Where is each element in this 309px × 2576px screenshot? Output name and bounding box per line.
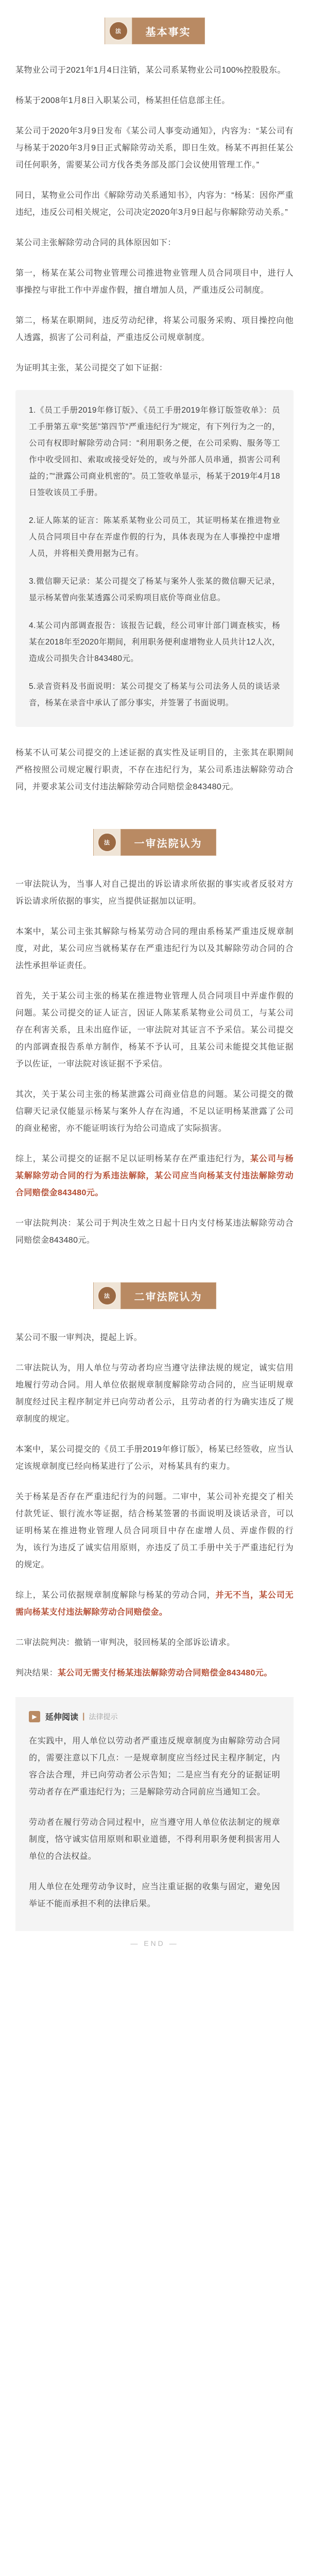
paragraph: 杨某不认可某公司提交的上述证据的真实性及证明目的，主张其在职期间严格按照公司规定履行职责，不存在违纪行为，某公司系违法解除劳动合同，并要求某公司支付违法解除劳动合同赔偿金843480元。 bbox=[15, 749, 294, 791]
paragraph: 关于杨某是否存在严重违纪行为的问题。二审中，某公司补充提交了相关付款凭证、银行流水等证据，结合杨某签署的书面说明及谈话录音，可以证明杨某在推进物业管理人员合同项目中存在虚增人员、弄虚作假的行为，该行为违反了诚实信用原则，亦违反了员工手册中关于严重违纪行为的规定。 bbox=[15, 1493, 294, 1569]
section-title: 基本事实 bbox=[145, 26, 191, 38]
paragraph: 同日，某物业公司作出《解除劳动关系通知书》，内容为：“杨某：因你严重违纪，违反公司相关规定，公司决定2020年3月9日起与你解除劳动关系。” bbox=[15, 191, 294, 217]
divider: | bbox=[82, 1711, 85, 1721]
paragraph: 某公司于2020年3月9日发布《某公司人事变动通知》，内容为：“某公司有与杨某于2020年3月9日正式解除劳动关系，即日生效。杨某不再担任某公司任何职务，需要某公司方伐各类务部及部门会议使用管理工作。” bbox=[15, 127, 294, 170]
text: 综上，某公司提交的证据不足以证明杨某存在严重违纪行为， bbox=[15, 1155, 251, 1163]
extended-reading-box bbox=[15, 1697, 294, 1931]
paragraph: 某公司主张解除劳动合同的具体原因如下： bbox=[15, 239, 176, 247]
evidence-item: 5.录音资料及书面说明：某公司提交了杨某与公司法务人员的谈话录音，杨某在录音中承认了部分事实，并签署了书面说明。 bbox=[29, 682, 280, 707]
reading-header bbox=[29, 1710, 280, 1722]
facts-content bbox=[0, 62, 309, 795]
paragraph bbox=[15, 1665, 294, 1682]
section-header-facts bbox=[0, 0, 309, 62]
text: 判决结果： bbox=[15, 1669, 58, 1677]
paragraph: 一审法院判决：某公司于判决生效之日起十日内支付杨某违法解除劳动合同赔偿金843480元。 bbox=[15, 1219, 294, 1245]
gavel-emblem-icon bbox=[94, 829, 121, 856]
highlight-text: 并无不当，某公司无需向杨某支付违法解除劳动合同赔偿金。 bbox=[15, 1591, 294, 1617]
paragraph: 杨某于2008年1月8日入职某公司，杨某担任信息部主任。 bbox=[15, 96, 230, 105]
reading-title: 延伸阅读 bbox=[45, 1713, 79, 1722]
paragraph: 二审法院判决：撤销一审判决，驳回杨某的全部诉讼请求。 bbox=[15, 1638, 235, 1647]
section-header-ruling bbox=[0, 809, 309, 876]
paragraph: 首先，关于某公司主张的杨某在推进物业管理人员合同项目中弄虚作假的问题。某公司提交的证人证言，因证人陈某系某物业公司员工，与某公司存在利害关系，且未出庭作证，一审法院对其证言不予采信。某公司提交的内部调查报告系单方制作，杨某不予认可，且某公司未能提交其他证据予以佐证，一审法院对该证据不予采信。 bbox=[15, 992, 294, 1069]
appeal-content bbox=[0, 1329, 309, 1960]
end-mark: — END — bbox=[130, 1939, 179, 1947]
paragraph: 第一，杨某在某公司物业管理公司推进物业管理人员合同项目中，进行人事操控与审批工作中弄虚作假，擅自增加人员，严重违反公司制度。 bbox=[15, 269, 294, 295]
section-header-appeal bbox=[0, 1262, 309, 1329]
section-banner bbox=[105, 18, 205, 44]
text: 综上，某公司依据规章制度解除与杨某的劳动合同， bbox=[15, 1591, 216, 1600]
paragraph: 本案中，某公司提交的《员工手册2019年修订版》，杨某已经签收，应当认定该规章制度已经向杨某进行了公示，对杨某具有约束力。 bbox=[15, 1445, 294, 1471]
paragraph bbox=[15, 1587, 294, 1621]
paragraph: 二审法院认为，用人单位与劳动者均应当遵守法律法规的规定，诚实信用地履行劳动合同。用人单位依据规章制度解除劳动合同的，应当证明规章制度经过民主程序制定并已向劳动者公示，且劳动者的行为确实违反了规章制度的规定。 bbox=[15, 1364, 294, 1423]
highlight-text: 某公司与杨某解除劳动合同的行为系违法解除，某公司应当向杨某支付违法解除劳动合同赔偿金843480元。 bbox=[15, 1155, 294, 1197]
section-title: 一审法院认为 bbox=[134, 838, 202, 850]
paragraph: 其次，关于某公司主张的杨某泄露公司商业信息的问题。某公司提交的微信聊天记录仅能显示杨某与案外人存在沟通，不足以证明杨某泄露了公司的商业秘密，亦不能证明该行为给公司造成了实际损害。 bbox=[15, 1090, 294, 1133]
paragraph: 劳动者在履行劳动合同过程中，应当遵守用人单位依法制定的规章制度，恪守诚实信用原则和职业道德，不得利用职务便利损害用人单位的合法权益。 bbox=[29, 1818, 280, 1861]
gavel-emblem-icon bbox=[94, 1282, 121, 1309]
reading-subtitle: 法律提示 bbox=[89, 1712, 118, 1721]
emblem-seal: 法 bbox=[97, 833, 117, 852]
gavel-emblem-icon bbox=[105, 18, 132, 44]
evidence-item: 2.证人陈某的证言：陈某系某物业公司员工，其证明杨某在推进物业人员合同项目中存在弄虚作假的行为，具体表现为在人事操控中虚增人员，并将相关费用据为己有。 bbox=[29, 516, 280, 558]
emblem-seal: 法 bbox=[97, 1286, 117, 1306]
section-banner bbox=[93, 829, 216, 856]
evidence-item: 1.《员工手册2019年修订版》、《员工手册2019年修订版签收单》：员工手册第五章“奖惩”第四节“严重违纪行为”规定，有下列行为之一的，公司有权即时解除劳动合同：“利用职务之便，在公司采购、服务等工作中收受回扣、索取或接受好处的，或与外部人员串通，损害公司利益的；”“泄露公司商业机密的”。员工签收单显示，杨某于2019年4月18日签收该员工手册。 bbox=[29, 406, 280, 497]
section-banner bbox=[93, 1282, 216, 1309]
paragraph: 一审法院认为，当事人对自己提出的诉讼请求所依据的事实或者反驳对方诉讼请求所依据的事实，应当提供证据加以证明。 bbox=[15, 880, 294, 906]
arrow-right-icon: ▶ bbox=[29, 1711, 40, 1722]
paragraph: 在实践中，用人单位以劳动者严重违反规章制度为由解除劳动合同的，需要注意以下几点：一是规章制度应当经过民主程序制定，内容合法合理，并已向劳动者公示告知；二是应当有充分的证据证明劳动者存在严重违纪行为；三是解除劳动合同前应当通知工会。 bbox=[29, 1737, 280, 1797]
paragraph: 某物业公司于2021年1月4日注销，某公司系某物业公司100%控股股东。 bbox=[15, 66, 286, 75]
ruling-content bbox=[0, 876, 309, 1249]
paragraph: 某公司不服一审判决，提起上诉。 bbox=[15, 1333, 143, 1342]
evidence-item: 4.某公司内部调查报告：该报告记载，经公司审计部门调查核实，杨某在2018年至2020年期间，利用职务便利虚增物业人员共计12人次，造成公司损失合计843480元。 bbox=[29, 621, 280, 663]
highlight-text: 某公司无需支付杨某违法解除劳动合同赔偿金843480元。 bbox=[58, 1669, 272, 1677]
paragraph: 第二，杨某在职期间，违反劳动纪律，将某公司服务采购、项目操控向他人透露，损害了公司利益，严重违反公司规章制度。 bbox=[15, 316, 294, 342]
paragraph: 本案中，某公司主张其解除与杨某劳动合同的理由系杨某严重违反规章制度，对此，某公司应当就杨某存在严重违纪行为以及其解除劳动合同的合法性承担举证责任。 bbox=[15, 927, 294, 970]
paragraph: 为证明其主张，某公司提交了如下证据： bbox=[15, 364, 168, 372]
paragraph: 用人单位在处理劳动争议时，应当注重证据的收集与固定，避免因举证不能而承担不利的法律后果。 bbox=[29, 1883, 280, 1908]
emblem-seal: 法 bbox=[109, 21, 128, 41]
section-title: 二审法院认为 bbox=[134, 1291, 202, 1303]
evidence-quote-block bbox=[15, 390, 294, 727]
evidence-item: 3.微信聊天记录：某公司提交了杨某与案外人张某的微信聊天记录，显示杨某曾向张某透露公司采购项目底价等商业信息。 bbox=[29, 577, 280, 602]
paragraph bbox=[15, 1150, 294, 1201]
